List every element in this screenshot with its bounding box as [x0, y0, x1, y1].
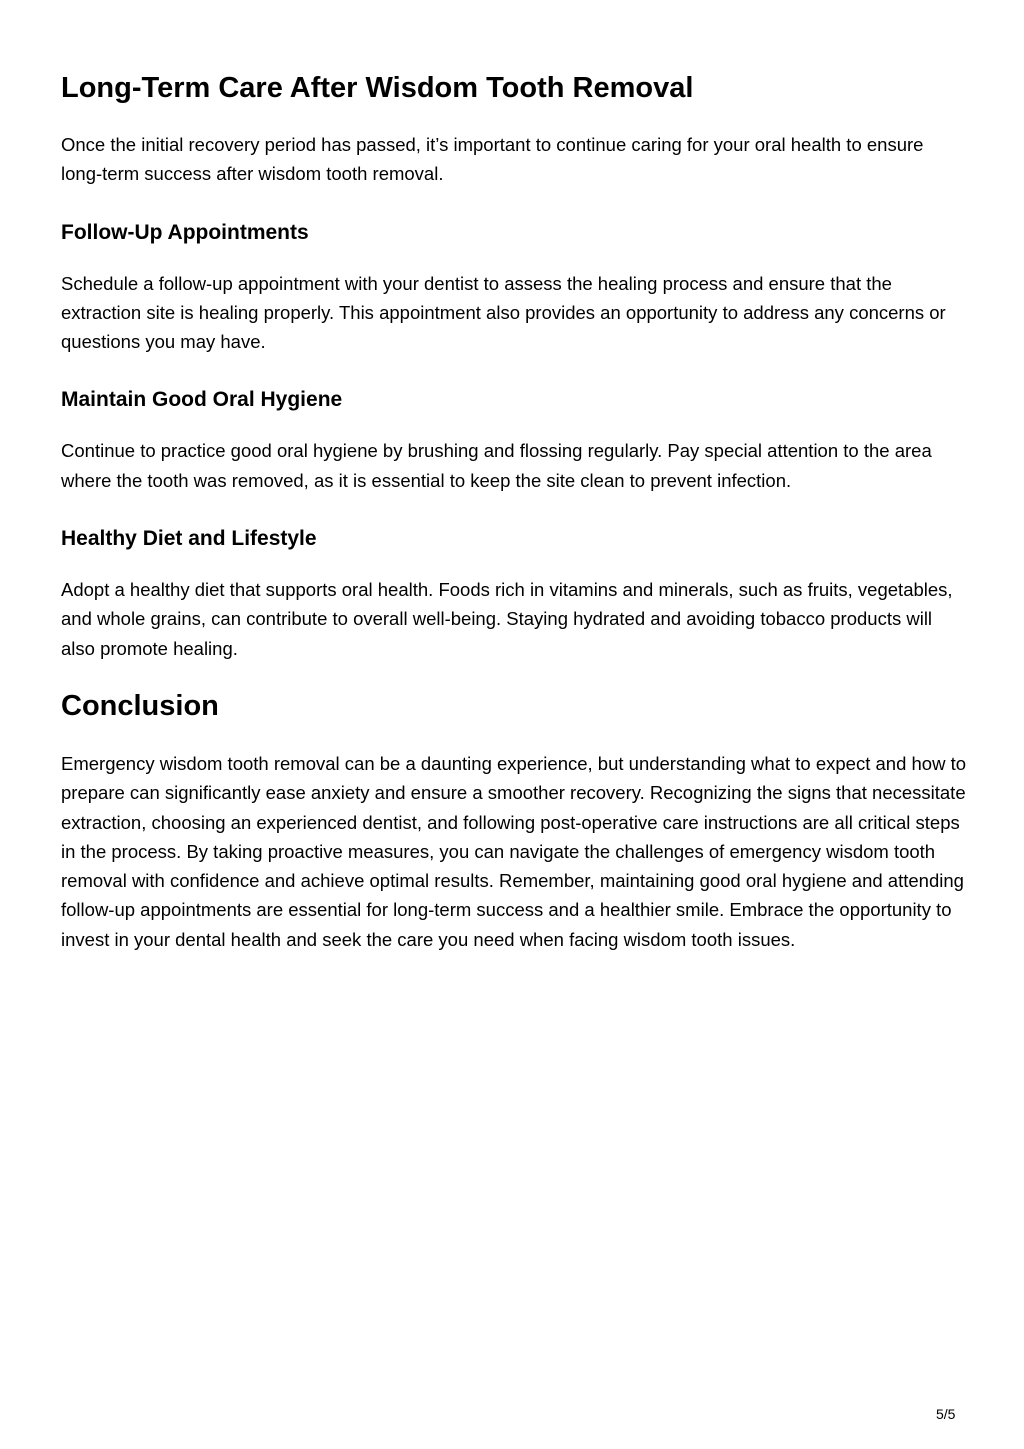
- subsection-heading-follow-up: Follow-Up Appointments: [61, 220, 309, 244]
- subsection-oral-hygiene: [61, 385, 969, 495]
- subsection-body-oral-hygiene: Continue to practice good oral hygiene by brushing and flossing regularly. Pay special attention to the area where the tooth was removed, as it is essential to keep the site clean to prevent infection.: [61, 440, 932, 491]
- document-page: [61, 68, 969, 954]
- conclusion-paragraph: Emergency wisdom tooth removal can be a daunting experience, but understanding what to expect and how to prepare can significantly ease anxiety and ensure a smoother recovery. Recognizing the signs that necessitate extraction, choosing an experienced dentist, and following post-operative care instructions are all critical steps in the process. By taking proactive measures, you can navigate the challenges of emergency wisdom tooth removal with confidence and achieve optimal results. Remember, maintaining good oral hygiene and attending follow-up appointments are essential for long-term success and a healthier smile. Embrace the opportunity to invest in your dental health and seek the care you need when facing wisdom tooth issues.: [61, 752, 967, 950]
- subsection-heading-oral-hygiene: Maintain Good Oral Hygiene: [61, 388, 343, 412]
- section-intro-paragraph: Once the initial recovery period has passed, it’s important to continue caring for your oral health to ensure long-term success after wisdom tooth removal.: [61, 134, 924, 185]
- subsection-body-diet-lifestyle: Adopt a healthy diet that supports oral health. Foods rich in vitamins and minerals, such as fruits, vegetables, and whole grains, can contribute to overall well-being. Staying hydrated and avoiding tobacco products will also promote healing.: [61, 579, 953, 659]
- section-heading-conclusion: Conclusion: [61, 689, 219, 722]
- section-heading-long-term-care: Long-Term Care After Wisdom Tooth Removal: [61, 72, 694, 104]
- long-term-care-section: [61, 68, 969, 663]
- subsection-heading-diet-lifestyle: Healthy Diet and Lifestyle: [61, 527, 317, 551]
- subsection-body-follow-up: Schedule a follow-up appointment with your dentist to assess the healing process and ensure that the extraction site is healing properly. This appointment also provides an opportunity to address any concerns or questions you may have.: [61, 272, 946, 353]
- conclusion-section: [61, 686, 969, 954]
- page-number: 5/5: [936, 1406, 956, 1422]
- subsection-diet-lifestyle: [61, 524, 969, 663]
- subsection-follow-up: [61, 218, 969, 357]
